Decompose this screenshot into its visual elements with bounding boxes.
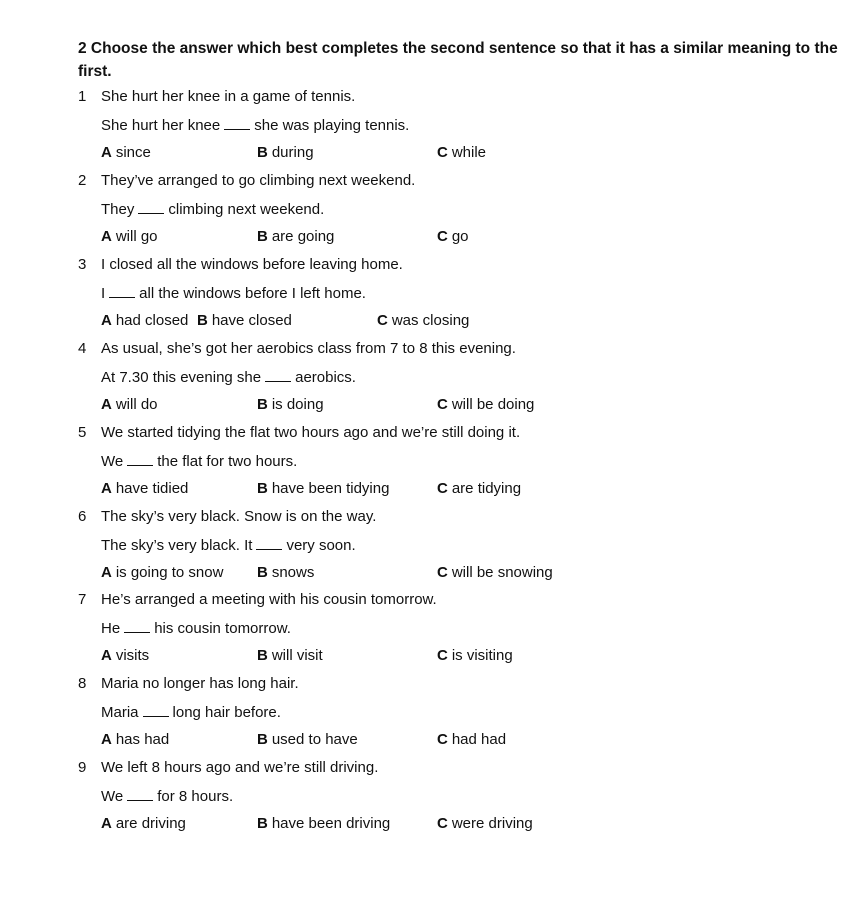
- question-number: 1: [78, 88, 87, 105]
- option-letter: C: [437, 731, 448, 748]
- answer-blank: [143, 702, 169, 717]
- gap-after-text: his cousin tomorrow.: [154, 620, 291, 637]
- answer-option[interactable]: [257, 814, 390, 834]
- option-text: will visit: [271, 647, 323, 664]
- gapped-sentence: [101, 786, 233, 806]
- option-letter: B: [257, 480, 268, 497]
- option-text: used to have: [271, 731, 358, 748]
- answer-option[interactable]: [101, 395, 158, 415]
- question-number: 2: [78, 172, 87, 189]
- gapped-sentence: [101, 367, 356, 387]
- option-text: is doing: [271, 396, 324, 413]
- option-text: are tidying: [451, 480, 522, 497]
- answer-option[interactable]: [437, 227, 469, 247]
- gap-before-text: At 7.30 this evening she: [101, 369, 262, 386]
- answer-option[interactable]: [197, 311, 292, 331]
- answer-option[interactable]: [377, 311, 469, 331]
- gap-before-text: Maria: [101, 704, 139, 721]
- answer-blank: [138, 199, 164, 214]
- gap-after-text: the flat for two hours.: [157, 453, 298, 470]
- gap-after-text: for 8 hours.: [157, 788, 234, 805]
- gap-after-text: long hair before.: [172, 704, 281, 721]
- option-letter: B: [257, 396, 268, 413]
- answer-blank: [265, 367, 291, 382]
- answer-option[interactable]: [437, 646, 513, 666]
- option-letter: C: [437, 480, 448, 497]
- gap-before-text: They: [101, 201, 135, 218]
- original-sentence: She hurt her knee in a game of tennis.: [101, 88, 356, 105]
- option-letter: C: [437, 228, 448, 245]
- option-text: snows: [271, 564, 315, 581]
- option-text: have been driving: [271, 815, 391, 832]
- answer-blank: [224, 115, 250, 130]
- option-letter: A: [101, 564, 112, 581]
- option-text: was closing: [391, 312, 470, 329]
- option-letter: B: [257, 564, 268, 581]
- gap-before-text: I: [101, 285, 106, 302]
- option-letter: A: [101, 731, 112, 748]
- answer-option[interactable]: [437, 479, 521, 499]
- answer-option[interactable]: [437, 563, 553, 583]
- question-number: 4: [78, 340, 87, 357]
- answer-blank: [109, 283, 135, 298]
- question-number: 7: [78, 591, 87, 608]
- answer-blank: [124, 618, 150, 633]
- gap-after-text: she was playing tennis.: [254, 117, 410, 134]
- heading-line-2: first.: [78, 63, 112, 80]
- answer-option[interactable]: [257, 730, 358, 750]
- answer-blank: [127, 451, 153, 466]
- option-text: have closed: [211, 312, 292, 329]
- answer-option[interactable]: [101, 814, 186, 834]
- gapped-sentence: [101, 618, 291, 638]
- question-number: 6: [78, 508, 87, 525]
- question-number: 5: [78, 424, 87, 441]
- option-text: were driving: [451, 815, 533, 832]
- gap-after-text: very soon.: [286, 537, 356, 554]
- original-sentence: He’s arranged a meeting with his cousin tomorrow.: [101, 591, 437, 608]
- option-letter: A: [101, 647, 112, 664]
- answer-option[interactable]: [101, 227, 158, 247]
- original-sentence: Maria no longer has long hair.: [101, 675, 299, 692]
- option-letter: B: [257, 815, 268, 832]
- option-letter: A: [101, 312, 112, 329]
- option-letter: A: [101, 480, 112, 497]
- option-text: had had: [451, 731, 507, 748]
- gapped-sentence: [101, 115, 409, 135]
- option-text: during: [271, 144, 314, 161]
- answer-option[interactable]: [437, 395, 534, 415]
- option-letter: C: [437, 564, 448, 581]
- option-letter: B: [257, 144, 268, 161]
- question-number: 8: [78, 675, 87, 692]
- answer-option[interactable]: [101, 563, 223, 583]
- option-text: will do: [115, 396, 158, 413]
- option-letter: B: [257, 647, 268, 664]
- option-text: is going to snow: [115, 564, 224, 581]
- question-number: 3: [78, 256, 87, 273]
- original-sentence: I closed all the windows before leaving home.: [101, 256, 403, 273]
- gap-before-text: We: [101, 453, 124, 470]
- gap-after-text: all the windows before I left home.: [139, 285, 366, 302]
- answer-option[interactable]: [101, 479, 188, 499]
- option-text: has had: [115, 731, 170, 748]
- answer-option[interactable]: [101, 646, 149, 666]
- option-text: since: [115, 144, 151, 161]
- answer-option[interactable]: [437, 143, 486, 163]
- option-letter: C: [437, 815, 448, 832]
- answer-option[interactable]: [101, 730, 169, 750]
- option-text: have been tidying: [271, 480, 390, 497]
- option-letter: B: [197, 312, 208, 329]
- option-text: are going: [271, 228, 335, 245]
- option-text: are driving: [115, 815, 186, 832]
- original-sentence: We left 8 hours ago and we’re still driving.: [101, 759, 379, 776]
- exercise-heading: [78, 37, 849, 83]
- option-letter: A: [101, 228, 112, 245]
- option-text: visits: [115, 647, 150, 664]
- gap-before-text: She hurt her knee: [101, 117, 221, 134]
- option-letter: A: [101, 396, 112, 413]
- original-sentence: They’ve arranged to go climbing next weekend.: [101, 172, 416, 189]
- gapped-sentence: [101, 451, 297, 471]
- answer-blank: [127, 786, 153, 801]
- gapped-sentence: [101, 535, 356, 555]
- gap-after-text: aerobics.: [295, 369, 356, 386]
- original-sentence: As usual, she’s got her aerobics class from 7 to 8 this evening.: [101, 340, 516, 357]
- gap-before-text: The sky’s very black. It: [101, 537, 253, 554]
- answer-option[interactable]: [437, 814, 533, 834]
- option-text: had closed: [115, 312, 189, 329]
- option-text: will go: [115, 228, 158, 245]
- answer-option[interactable]: [257, 143, 314, 163]
- option-letter: A: [101, 815, 112, 832]
- gap-before-text: We: [101, 788, 124, 805]
- answer-option[interactable]: [257, 479, 389, 499]
- option-text: is visiting: [451, 647, 513, 664]
- option-letter: C: [437, 144, 448, 161]
- answer-option[interactable]: [437, 730, 506, 750]
- answer-option[interactable]: [257, 227, 334, 247]
- option-letter: B: [257, 731, 268, 748]
- answer-option[interactable]: [257, 646, 323, 666]
- gapped-sentence: [101, 283, 366, 303]
- answer-blank: [256, 535, 282, 550]
- option-letter: C: [437, 647, 448, 664]
- answer-option[interactable]: [257, 395, 324, 415]
- answer-option[interactable]: [257, 563, 314, 583]
- answer-option[interactable]: [101, 143, 151, 163]
- original-sentence: The sky’s very black. Snow is on the way.: [101, 508, 377, 525]
- original-sentence: We started tidying the flat two hours ago and we’re still doing it.: [101, 424, 521, 441]
- option-text: go: [451, 228, 469, 245]
- heading-line-1: 2 Choose the answer which best completes the second sentence so that it has a similar meaning to the: [78, 40, 838, 57]
- option-letter: C: [377, 312, 388, 329]
- answer-option[interactable]: [101, 311, 188, 331]
- option-text: have tidied: [115, 480, 189, 497]
- option-text: will be snowing: [451, 564, 553, 581]
- option-letter: A: [101, 144, 112, 161]
- gapped-sentence: [101, 199, 324, 219]
- gapped-sentence: [101, 702, 281, 722]
- gap-before-text: He: [101, 620, 121, 637]
- option-letter: B: [257, 228, 268, 245]
- option-letter: C: [437, 396, 448, 413]
- question-number: 9: [78, 759, 87, 776]
- option-text: while: [451, 144, 487, 161]
- gap-after-text: climbing next weekend.: [168, 201, 325, 218]
- option-text: will be doing: [451, 396, 535, 413]
